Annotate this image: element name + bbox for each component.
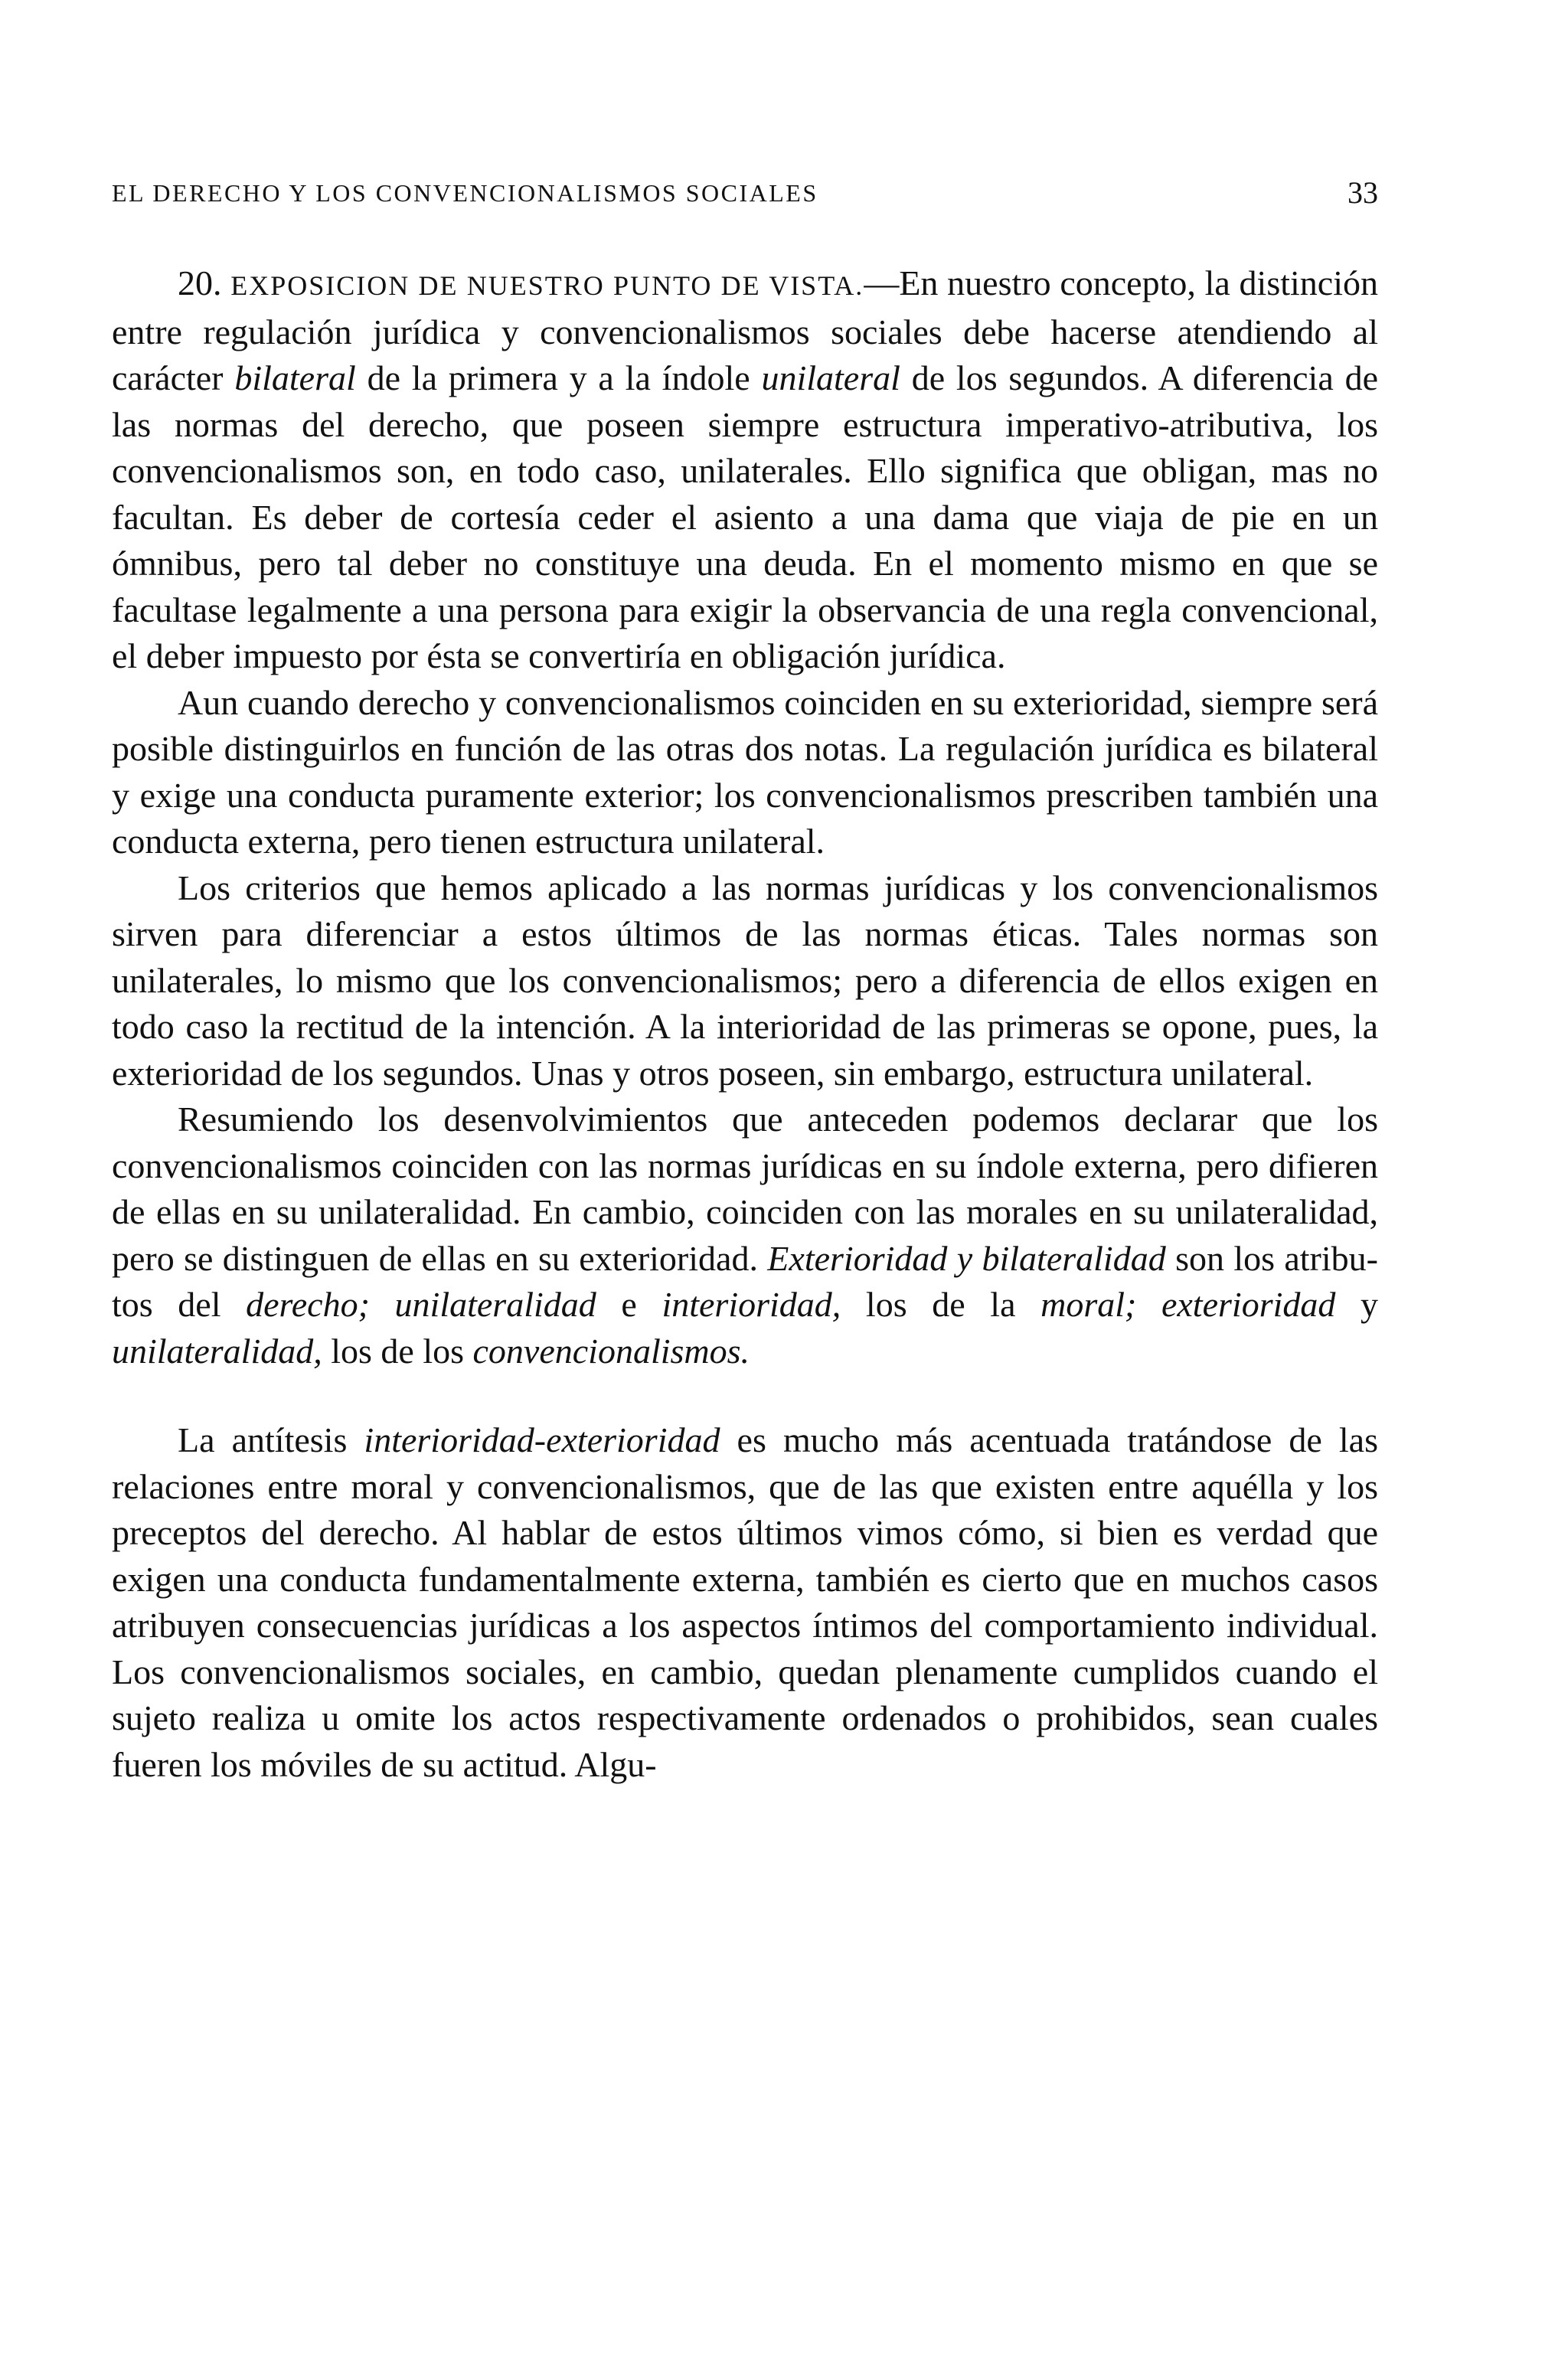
emphasis-derecho-unilateralidad: derecho; unilateralidad — [246, 1285, 596, 1324]
paragraph-5-text: es mucho más acentuada tratándose de las relaciones entre moral y convencionalismos, que de las que existen entre aquélla y los preceptos del derecho. Al hablar de estos últimos vimos cómo, si bien es verdad que exigen una conducta fundamentalmente externa, también es cierto que en muchos casos atribuyen consecuencias jurídicas a los aspectos íntimos del comportamiento individual. Los convencionalismos sociales, en cambio, quedan plenamente cumplidos cuando el sujeto realiza u omite los actos respectivamente ordenados o prohibidos, sean cuales fueren los móviles de su actitud. Algu- — [112, 1420, 1378, 1784]
page-number: 33 — [1348, 175, 1378, 210]
paragraph-5-text: La antítesis — [178, 1420, 364, 1459]
paragraph-4-text: y — [1335, 1285, 1379, 1324]
emphasis-exterioridad-bilateralidad: Exterioridad y bilateralidad — [767, 1238, 1166, 1278]
emphasis-interioridad-exterioridad: interioridad-exterioridad — [364, 1420, 720, 1459]
paragraph-4-text: Resumiendo los desenvolvimientos que anteceden podemos declarar que los convencionalismos coinciden con las normas jurídicas en su índole externa, pero difieren de ellas en su unilateralidad. En cambio, coinciden con las morales en su unilateralidad, pero se distinguen de ellas en su exterioridad. — [112, 1100, 1378, 1278]
paragraph-1-text: de los segundos. A diferencia de las normas del derecho, que poseen siempre estructura imperativo-atributiva, los convencionalismos son, en todo caso, unilaterales. Ello significa que obligan, mas no facultan. Es deber de cortesía ceder el asiento a una dama que viaja de pie en un ómnibus, pero tal deber no constituye una deuda. En el momento mismo en que se facultase legalmente a una persona para exigir la observancia de una regla convencional, el deber impuesto por ésta se convertiría en obligación jurídica. — [112, 358, 1378, 675]
paragraph-1-text: —En nuestro concepto, la distinción entre regulación jurídica y convencionalismos sociales debe hacerse atendiendo al carácter — [112, 263, 1378, 397]
paragraph-4-text: son los atributos del — [112, 1238, 1378, 1324]
page-header — [112, 175, 1378, 221]
body-text — [112, 260, 1378, 1788]
paragraph-5 — [112, 1417, 1378, 1788]
emphasis-convencionalismos: convencionalismos. — [472, 1331, 750, 1371]
section-number: 20. — [178, 263, 222, 302]
emphasis-unilateral: unilateral — [761, 358, 900, 397]
running-head: EL DERECHO Y LOS CONVENCIONALISMOS SOCIALES — [112, 179, 818, 207]
emphasis-bilateral: bilateral — [234, 358, 356, 397]
emphasis-moral-exterioridad: moral; exterioridad — [1040, 1285, 1336, 1324]
paragraph-4-text: e — [596, 1285, 662, 1324]
paragraph-4 — [112, 1096, 1378, 1374]
emphasis-interioridad: interioridad, — [662, 1285, 841, 1324]
paragraph-4-text: los de los — [322, 1331, 473, 1371]
paragraph-1 — [112, 260, 1378, 680]
section-title: EXPOSICION DE NUESTRO PUNTO DE VISTA. — [230, 270, 864, 301]
paragraph-1-text: de la primera y a la índole — [355, 358, 762, 397]
emphasis-unilateralidad: unilateralidad, — [112, 1331, 322, 1371]
paragraph-2: Aun cuando derecho y convencionalismos coinciden en su exterioridad, siempre será posible distinguirlos en función de las otras dos notas. La regulación jurídica es bilateral y exige una conducta puramente exterior; los convencionalismos prescriben también una conducta externa, pero tienen estructura unilateral. — [112, 682, 1378, 861]
paragraph-4-text: los de la — [841, 1285, 1041, 1324]
paragraph-3: Los criterios que hemos aplicado a las normas jurídicas y los convencionalismos sirven para diferenciar a estos últimos de las normas éticas. Tales normas son unilaterales, lo mismo que los convencionalismos; pero a diferencia de ellos exigen en todo caso la rectitud de la intención. A la interioridad de las primeras se opone, pues, la exterioridad de los segundos. Unas y otros poseen, sin embargo, estructura unilateral. — [112, 868, 1378, 1093]
